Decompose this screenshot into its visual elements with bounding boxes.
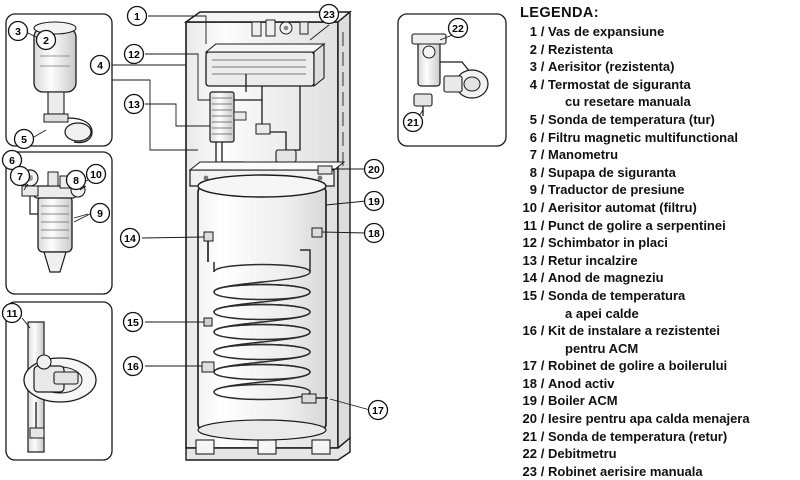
- callout-10: [87, 165, 106, 184]
- legend-item-number: 22: [522, 446, 537, 462]
- legend-item-label: Traductor de presiune: [548, 182, 685, 198]
- legend-item-number: 13: [522, 252, 537, 268]
- legend-item-label: Punct de golire a serpentinei: [548, 217, 726, 233]
- legend-item-label: Boiler ACM: [548, 393, 618, 409]
- legend-item-label: Aerisitor automat (filtru): [548, 199, 697, 215]
- svg-text:8: 8: [73, 175, 79, 187]
- callout-19: [365, 192, 384, 211]
- legend-item: [520, 375, 800, 393]
- legend-item: [520, 234, 800, 252]
- legend-item-separator: /: [540, 463, 545, 479]
- legend-item-number: 21: [522, 428, 537, 444]
- legend-item: [520, 129, 800, 147]
- legend-item: [520, 76, 800, 94]
- legend-item: [520, 269, 800, 287]
- svg-text:22: 22: [452, 23, 464, 35]
- callout-17: [369, 401, 388, 420]
- legend-item-separator: /: [540, 411, 545, 427]
- dhw-temp-sensor: [204, 318, 212, 326]
- legend-item-label: Iesire pentru apa calda menajera: [548, 411, 750, 427]
- legend-item-separator: /: [540, 235, 545, 251]
- legend-item: [520, 287, 800, 305]
- legend-item: [520, 428, 800, 446]
- legend-item-separator: /: [540, 358, 545, 374]
- legend-item-separator: /: [540, 111, 545, 127]
- legend-item-label: Debitmetru: [548, 446, 617, 462]
- legend-item-label: Rezistenta: [548, 41, 614, 57]
- legend-item-separator: /: [540, 76, 545, 92]
- callout-9: [91, 204, 110, 223]
- legend-item-number: 6: [529, 129, 537, 145]
- callout-15: [124, 313, 143, 332]
- svg-text:20: 20: [368, 164, 380, 176]
- legend-list: [520, 23, 800, 480]
- legend-item-label: Sonda de temperatura: [548, 287, 686, 303]
- legend-item-separator: /: [540, 287, 545, 303]
- callout-3: [9, 22, 28, 41]
- svg-text:4: 4: [97, 60, 103, 72]
- legend-item: [520, 146, 800, 164]
- legend-item: [520, 357, 800, 375]
- legend-item: [520, 58, 800, 76]
- svg-text:7: 7: [17, 171, 23, 183]
- legend-item-separator: /: [540, 182, 545, 198]
- legend-item-label-continued: pentru ACM: [565, 340, 639, 356]
- callout-7: [11, 167, 30, 186]
- legend-item-number: 4: [529, 76, 537, 92]
- legend-item-separator: /: [540, 217, 545, 233]
- legend-item-separator: /: [540, 147, 545, 163]
- drain-valve-detail: [6, 302, 112, 460]
- legend-item: [520, 111, 800, 129]
- legend-item: [520, 23, 800, 41]
- legend-item-number: 10: [522, 199, 537, 215]
- svg-text:12: 12: [128, 49, 140, 61]
- svg-text:10: 10: [90, 169, 102, 181]
- svg-text:2: 2: [43, 35, 49, 47]
- legend-panel: [520, 5, 800, 479]
- legend-item: [520, 322, 800, 340]
- legend-item-label: Termostat de siguranta: [548, 76, 691, 92]
- dhw-cylinder: [198, 166, 332, 440]
- callout-2: [37, 31, 56, 50]
- legend-item-separator: /: [540, 393, 545, 409]
- svg-text:1: 1: [134, 11, 140, 23]
- svg-text:23: 23: [323, 9, 335, 21]
- callout-11: [3, 304, 22, 323]
- legend-title: LEGENDA:: [520, 5, 599, 21]
- legend-item-label-continued: a apei calde: [565, 305, 639, 321]
- legend-item: [520, 199, 800, 217]
- callout-16: [124, 357, 143, 376]
- legend-item: [520, 41, 800, 59]
- legend-item-label: Schimbator in placi: [548, 235, 668, 251]
- legend-item: [520, 463, 800, 480]
- callout-13: [125, 95, 144, 114]
- legend-item-separator: /: [540, 164, 545, 180]
- callout-1: [128, 7, 147, 26]
- callout-8: [67, 171, 86, 190]
- legend-item-separator: /: [540, 199, 545, 215]
- legend-item: [520, 181, 800, 199]
- legend-item-label: Sonda de temperatura (tur): [548, 111, 715, 127]
- callout-23: [320, 5, 339, 24]
- legend-item-number: 5: [529, 111, 537, 127]
- legend-item-label: Robinet aerisire manuala: [548, 463, 703, 479]
- legend-item-label: Kit de instalare a rezistentei: [548, 323, 720, 339]
- svg-text:18: 18: [368, 228, 380, 240]
- svg-text:17: 17: [372, 405, 384, 417]
- legend-item-label: Sonda de temperatura (retur): [548, 428, 728, 444]
- legend-item-label: Robinet de golire a boilerului: [548, 358, 728, 374]
- svg-text:5: 5: [21, 134, 27, 146]
- callout-14: [121, 229, 140, 248]
- legend-item-label-continued: cu resetare manuala: [565, 94, 691, 110]
- legend-item-number: 7: [529, 147, 537, 163]
- svg-text:11: 11: [6, 308, 18, 320]
- callout-21: [404, 113, 423, 132]
- legend-item-number: 15: [522, 287, 537, 303]
- legend-item-label: Manometru: [548, 147, 619, 163]
- active-anode: [312, 228, 322, 237]
- legend-item-number: 8: [529, 164, 537, 180]
- callout-4: [91, 56, 110, 75]
- legend-item-label: Supapa de siguranta: [548, 164, 676, 180]
- legend-item-label: Aerisitor (rezistenta): [548, 59, 675, 75]
- callout-18: [365, 224, 384, 243]
- heater-install-kit: [202, 362, 214, 372]
- callout-22: [449, 19, 468, 38]
- legend-item-number: 17: [522, 358, 537, 374]
- svg-text:6: 6: [9, 155, 15, 167]
- callout-12: [125, 45, 144, 64]
- legend-item-number: 12: [522, 235, 537, 251]
- svg-text:15: 15: [127, 317, 139, 329]
- legend-item-number: 23: [522, 463, 537, 479]
- legend-item-separator: /: [540, 375, 545, 391]
- svg-text:13: 13: [128, 99, 140, 111]
- legend-item-number: 16: [522, 323, 537, 339]
- legend-item-label: Anod activ: [548, 375, 615, 391]
- legend-item: [520, 164, 800, 182]
- legend-item-separator: /: [540, 24, 545, 39]
- legend-item-label: Retur incalzire: [548, 252, 638, 268]
- callout-5: [15, 130, 34, 149]
- legend-item-number: 9: [529, 182, 537, 198]
- legend-item: [520, 445, 800, 463]
- legend-item-label: Vas de expansiune: [548, 24, 665, 39]
- legend-item-separator: /: [540, 428, 545, 444]
- legend-item-separator: /: [540, 323, 545, 339]
- legend-item-number: 19: [522, 393, 537, 409]
- legend-item-number: 18: [522, 375, 537, 391]
- legend-item: [520, 392, 800, 410]
- legend-item-label: Anod de magneziu: [548, 270, 664, 286]
- legend-item: [520, 410, 800, 428]
- svg-text:21: 21: [407, 117, 419, 129]
- legend-item-separator: /: [540, 446, 545, 462]
- svg-text:3: 3: [15, 26, 21, 38]
- svg-text:19: 19: [368, 196, 380, 208]
- legend-item-separator: /: [540, 252, 545, 268]
- legend-item-number: 11: [523, 217, 537, 233]
- legend-item-number: 14: [522, 270, 537, 286]
- legend-item-separator: /: [540, 129, 545, 145]
- dhw-outlet: [318, 166, 332, 174]
- legend-item-number: 20: [522, 411, 537, 427]
- svg-text:9: 9: [97, 208, 103, 220]
- legend-item-number: 3: [529, 59, 537, 75]
- legend-item-separator: /: [540, 41, 545, 57]
- legend-item-number: 2: [529, 41, 537, 57]
- legend-item-separator: /: [540, 59, 545, 75]
- legend-item: [520, 252, 800, 270]
- legend-item-label: Filtru magnetic multifunctional: [548, 129, 738, 145]
- svg-text:14: 14: [124, 233, 136, 245]
- callout-20: [365, 160, 384, 179]
- legend-item: [520, 217, 800, 235]
- legend-item-number: 1: [529, 24, 537, 39]
- svg-text:16: 16: [127, 361, 139, 373]
- legend-item-separator: /: [540, 270, 545, 286]
